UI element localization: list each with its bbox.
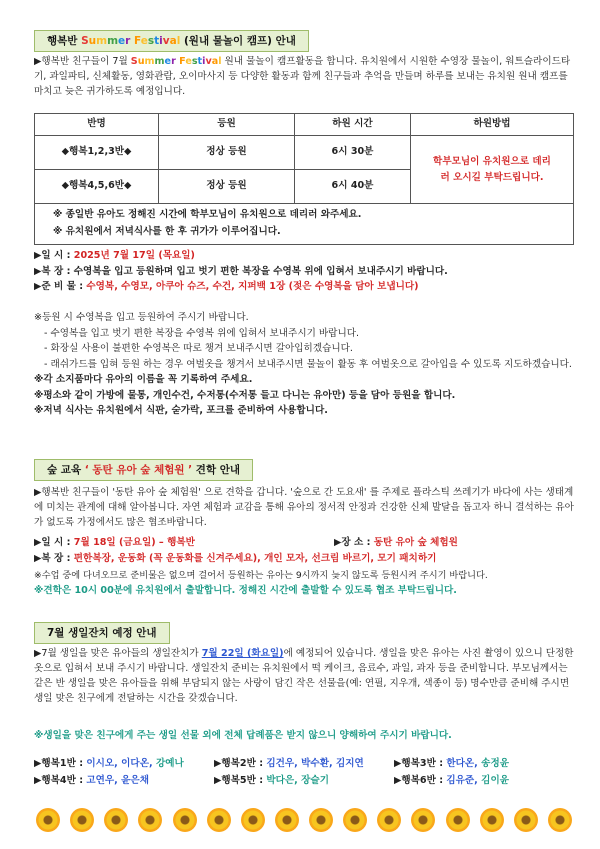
section3-title: 7월 생일잔치 예정 안내 [34,622,170,644]
class-label: ▶행복5반 : [214,774,267,786]
summer-festival-text: Summer Festival [81,35,181,47]
birthday-class-item [34,757,214,772]
sunflower-icon [480,808,504,832]
birthday-class-list [34,757,574,789]
child-names: 한다온, [446,758,482,769]
sunflower-icon [138,808,162,832]
birthday-class-item [394,774,574,789]
child-names: 김이윤 [481,774,509,786]
section1-title-prefix: 행복반 [47,35,82,47]
child-names: 김유준, [446,774,482,786]
table-row: ◆행복1,2,3반◆ 정상 등원 6시 30분 학부모님이 유치원으로 데리러 오시길 부탁드립니다. [35,136,574,170]
sunflower-icon [70,808,94,832]
section1-title-suffix: (원내 물놀이 캠프) 안내 [180,35,296,47]
section1-intro: ▶행복반 친구들이 7월 Summer Festival 원내 물놀이 캠프활동을 합니다. 유치원에서 시원한 수영장 물놀이, 워트슬라이드타기, 과일파티, 신체활동, 영화관람, 오이마사지 등 다양한 활동과 함께 친구들과 추억을 만들며 하루를 보내는 유치원 원내 캠프를 마치고 늦은 귀가하도록 예정입니다. [34,56,571,97]
sunflower-icon [241,808,265,832]
section1-title [34,30,309,52]
birthday-class-item [214,774,394,789]
child-names: 김건우, 박수환, 김지연 [266,758,364,769]
dismissal-table-wrap [34,113,574,245]
class-label: ▶행복6반 : [394,774,447,786]
sunflower-icon [104,808,128,832]
sunflower-icon [377,808,401,832]
child-names: 강예나 [155,758,184,769]
class-label: ▶행복3반 : [394,758,447,769]
col-header-arrival: 등원 [159,114,295,136]
birthday-class-item [394,757,574,772]
section1-guide: ※등원 시 수영복을 입고 등원하여 주시기 바랍니다. - 수영복을 입고 벗기 편한 복장을 수영복 위에 입혀서 보내주시기 바랍니다. - 화장실 사용이 불편한 수영복은 따로 챙겨 보내주시면 갈아입히겠습니다. - 래쉬가드를 입혀 등원 하는 경우 여벌옷을 챙겨서 보내주시면 물놀이 활동 후 여벌옷으로 갈아입을 수 있도록 지도하겠습니다. ※각 소지품마다 유아의 이름을 꼭 기록하여 주세요. ※평소와 같이 가방에 물통, 개인수건, 수저통(수저통 들고 다니는 유아만) 등을 담아 등원을 합니다. ※저녁 식사는 유치원에서 식판, 숟가락, 포크를 준비하여 사용합니다. [34,312,572,417]
birthday-class-item [34,774,214,789]
class-label: ▶행복2반 : [214,758,267,769]
sunflower-icon [446,808,470,832]
sunflower-icon [343,808,367,832]
summer-festival-inline: Summer Festival [130,56,222,67]
birthday-class-grid [34,757,574,789]
birthday-class-item [214,757,394,772]
table-row: ◆행복4,5,6반◆ 정상 등원 6시 40분 [35,170,574,204]
section3-intro: ▶7월 생일을 맞은 유아들의 생일잔치가 7월 22일 (화요일)에 예정되어 있습니다. 생일을 맞은 유아는 사진 촬영이 있으니 단정한 옷으로 입혀서 보내 주시기 바랍니다. 생일잔치 준비는 유치원에서 떡 케이크, 음료수, 과일, 과자 등을 준비합니다. 부모님께서는 같은 반 생일을 맞은 유아들을 위해 부담되지 않는 사랑이 담긴 작은 선물을(예: 연필, 지우개, 색종이 등) 명수만큼 준비해 주시면 생일 맞은 친구에게 전달하는 시간을 갖겠습니다. [34,648,574,704]
section1-info: ▶일 시 : 2025년 7월 17일 (목요일) ▶복 장 : 수영복을 입고 등원하며 입고 벗기 편한 복장을 수영복 위에 입혀서 보내주시기 바랍니다. ▶준 비 물 : 수영복, 수영모, 아쿠아 슈즈, 수건, 지퍼백 1장 (젖은 수영복을 담아 보냅니다) [34,250,448,293]
class-label: ▶행복1반 : [34,758,87,769]
departure-note: ※견학은 10시 00분에 유치원에서 출발합니다. 정해진 시간에 출발할 수 있도록 협조 부탁드립니다. [34,585,457,597]
pickup-method: 학부모님이 유치원으로 데리러 오시길 부탁드립니다. [411,136,574,204]
gift-note: ※생일을 맞은 친구에게 주는 생일 선물 외에 전체 답례품은 받지 않으니 양해하여 주시기 바랍니다. [34,730,452,741]
child-names: 고연우, 윤은채 [86,774,149,786]
table-notes: ※ 종일반 유아도 정해진 시간에 학부모님이 유치원으로 데리러 와주세요. ※ 유치원에서 저녁식사를 한 후 귀가가 이루어집니다. [34,204,574,245]
sunflower-icon [514,808,538,832]
sunflower-icon [207,808,231,832]
sunflower-icon [411,808,435,832]
dismissal-table [34,113,574,204]
col-header-method: 하원방법 [411,114,574,136]
section2-title: 숲 교육 ‘ 동탄 유아 숲 체험원 ’ 견학 안내 [34,459,253,481]
sunflower-icon [275,808,299,832]
col-header-class: 반명 [35,114,159,136]
sunflower-icon [309,808,333,832]
child-names: 이시오, 이다온, [86,758,156,769]
section2-info: ▶일 시 : 7월 18일 (금요일) – 행복반 ▶장 소 : 동탄 유아 숲 체험원 ▶복 장 : 편한복장, 운동화 (꼭 운동화를 신겨주세요), 개인 모자, 선크림 바르기, 모기 패치하기 ※수업 중에 다녀오므로 준비물은 없으며 걸어서 등원하는 유아는 9시까지 늦지 않도록 등원시켜 주시기 바랍니다. ※견학은 10시 00분에 유치원에서 출발합니다. 정해진 시간에 출발할 수 있도록 협조 부탁드립니다. [34,535,574,600]
sunflower-icon [548,808,572,832]
child-names: 송정윤 [481,758,509,769]
col-header-time: 하원 시간 [295,114,411,136]
sunflower-icon [173,808,197,832]
class-label: ▶행복4반 : [34,774,87,786]
sunflower-icon [36,808,60,832]
section2-intro: ▶행복반 친구들이 '동탄 유아 숲 체험원' 으로 견학을 갑니다. '숲으로 간 도요새' 를 주제로 플라스틱 쓰레기가 바다에 사는 생태계에 미치는 관계에 대해 알아봅니다. 자연 체험과 교감을 통해 유아의 정서적 안정과 건강한 신체 발달을 돕고자 하니 결석하는 유아가 없도록 가정에서도 많은 협조바랍니다. [34,487,574,528]
walk-arrival-note: ※수업 중에 다녀오므로 준비물은 없으며 걸어서 등원하는 유아는 9시까지 늦지 않도록 등원시켜 주시기 바랍니다. [34,569,488,581]
child-names: 박다은, 장슬기 [266,774,329,786]
